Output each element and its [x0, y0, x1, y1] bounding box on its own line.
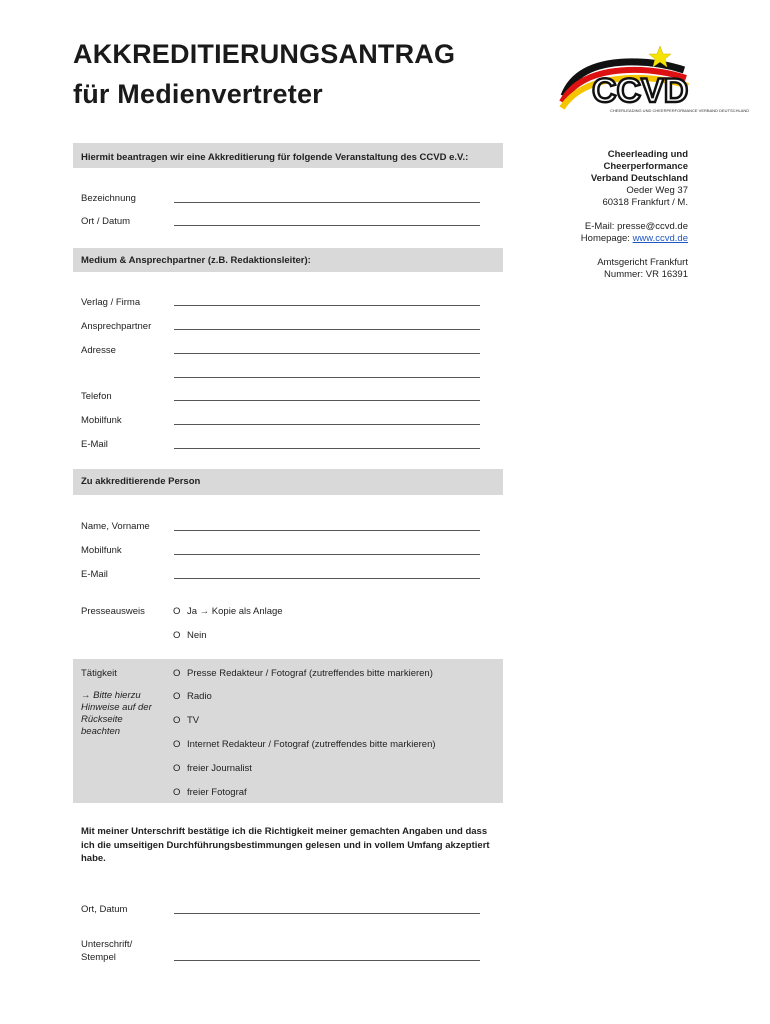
option-radio-icon: O	[173, 630, 181, 641]
confirmation-text: Mit meiner Unterschrift bestätige ich die Richtigkeit meiner gemachten Angaben und dass ich die umseitigen Durchführungsbestimmungen gelesen und in vollem Umfang akzeptiert habe.	[81, 826, 490, 864]
section-medium-heading: Medium & Ansprechpartner (z.B. Redaktionsleiter):	[81, 255, 311, 266]
field-label-email: E-Mail	[81, 439, 108, 450]
option-activity-freier-fotograf[interactable]	[173, 787, 247, 798]
field-line-verlag[interactable]	[174, 305, 480, 306]
field-label-name: Name, Vorname	[81, 521, 150, 532]
field-line-person-mobilfunk[interactable]	[174, 554, 480, 555]
field-label-bezeichnung: Bezeichnung	[81, 193, 136, 204]
section-medium-header	[73, 248, 503, 272]
field-label-unterschrift	[81, 938, 132, 964]
field-label-mobilfunk: Mobilfunk	[81, 415, 122, 426]
org-name-line1: Cheerleading und	[607, 149, 688, 160]
option-radio-icon: O	[173, 787, 181, 798]
field-line-person-email[interactable]	[174, 578, 480, 579]
page-title-line1: AKKREDITIERUNGSANTRAG	[73, 39, 456, 69]
org-register: Nummer: VR 16391	[604, 269, 688, 280]
option-activity-presse[interactable]	[173, 668, 433, 679]
option-presseausweis-nein[interactable]	[173, 630, 207, 641]
field-line-signature-ort-datum[interactable]	[174, 913, 480, 914]
org-homepage-link[interactable]: www.ccvd.de	[632, 233, 688, 244]
option-label: Ja → Kopie als Anlage	[187, 606, 283, 617]
section-event-header	[73, 143, 503, 168]
field-line-ansprechpartner[interactable]	[174, 329, 480, 330]
field-line-email[interactable]	[174, 448, 480, 449]
org-court: Amtsgericht Frankfurt	[597, 257, 688, 268]
page-title-line2: für Medienvertreter	[73, 79, 323, 109]
option-label: Internet Redakteur / Fotograf (zutreffendes bitte markieren)	[187, 739, 436, 750]
option-radio-icon: O	[173, 668, 181, 679]
option-radio-icon: O	[173, 739, 181, 750]
field-label-ort-datum: Ort / Datum	[81, 216, 131, 227]
field-line-unterschrift[interactable]	[174, 960, 480, 961]
option-label: Presse Redakteur / Fotograf (zutreffendes bitte markieren)	[187, 668, 433, 679]
section-person-header	[73, 469, 503, 495]
option-label: freier Fotograf	[187, 787, 247, 798]
field-label-taetigkeit: Tätigkeit	[81, 668, 117, 679]
option-label: Radio	[187, 691, 212, 702]
logo-subtext: CHEERLEADING UND CHEERPERFORMANCE VERBAND DEUTSCHLAND	[610, 108, 750, 113]
field-label-unterschrift-line2: Stempel	[81, 952, 116, 963]
org-email: E-Mail: presse@ccvd.de	[584, 221, 688, 232]
field-label-person-mobilfunk: Mobilfunk	[81, 545, 122, 556]
ccvd-logo-graphic	[556, 44, 750, 122]
field-line-telefon[interactable]	[174, 400, 480, 401]
option-radio-icon: O	[173, 691, 181, 702]
org-name-line2: Cheerperformance	[603, 161, 688, 172]
option-activity-internet[interactable]	[173, 739, 436, 750]
field-label-signature-ort-datum: Ort, Datum	[81, 904, 128, 915]
field-label-adresse: Adresse	[81, 345, 116, 356]
ccvd-logo	[556, 44, 750, 122]
option-radio-icon: O	[173, 606, 181, 617]
field-line-ort-datum[interactable]	[174, 225, 480, 226]
org-name-line3: Verband Deutschland	[590, 173, 688, 184]
option-label: Nein	[187, 630, 207, 641]
option-radio-icon: O	[173, 715, 181, 726]
field-line-adresse-1[interactable]	[174, 353, 480, 354]
field-label-verlag: Verlag / Firma	[81, 297, 141, 308]
option-activity-tv[interactable]	[173, 715, 199, 726]
field-line-adresse-2[interactable]	[174, 377, 480, 378]
option-activity-freier-journalist[interactable]	[173, 763, 252, 774]
option-label: TV	[187, 715, 200, 726]
org-city: 60318 Frankfurt / M.	[602, 197, 688, 208]
field-line-mobilfunk[interactable]	[174, 424, 480, 425]
organisation-info	[581, 149, 688, 281]
option-radio-icon: O	[173, 763, 181, 774]
field-line-name[interactable]	[174, 530, 480, 531]
field-label-telefon: Telefon	[81, 391, 112, 402]
logo-text: CCVD	[592, 72, 689, 110]
field-label-person-email: E-Mail	[81, 569, 108, 580]
section-person-heading: Zu akkreditierende Person	[81, 476, 201, 487]
field-label-ansprechpartner: Ansprechpartner	[81, 321, 152, 332]
field-label-presseausweis: Presseausweis	[81, 606, 145, 617]
org-street: Oeder Weg 37	[626, 185, 688, 196]
option-label: freier Journalist	[187, 763, 252, 774]
section-event-heading: Hiermit beantragen wir eine Akkreditierung für folgende Veranstaltung des CCVD e.V.:	[81, 152, 469, 163]
activity-note: → Bitte hierzu Hinweise auf der Rückseite beachten	[81, 690, 152, 737]
field-line-bezeichnung[interactable]	[174, 202, 480, 203]
option-activity-radio[interactable]	[173, 691, 212, 702]
org-homepage-label: Homepage:	[580, 233, 630, 244]
option-presseausweis-ja[interactable]	[173, 606, 283, 617]
field-label-unterschrift-line1: Unterschrift/	[81, 939, 133, 950]
